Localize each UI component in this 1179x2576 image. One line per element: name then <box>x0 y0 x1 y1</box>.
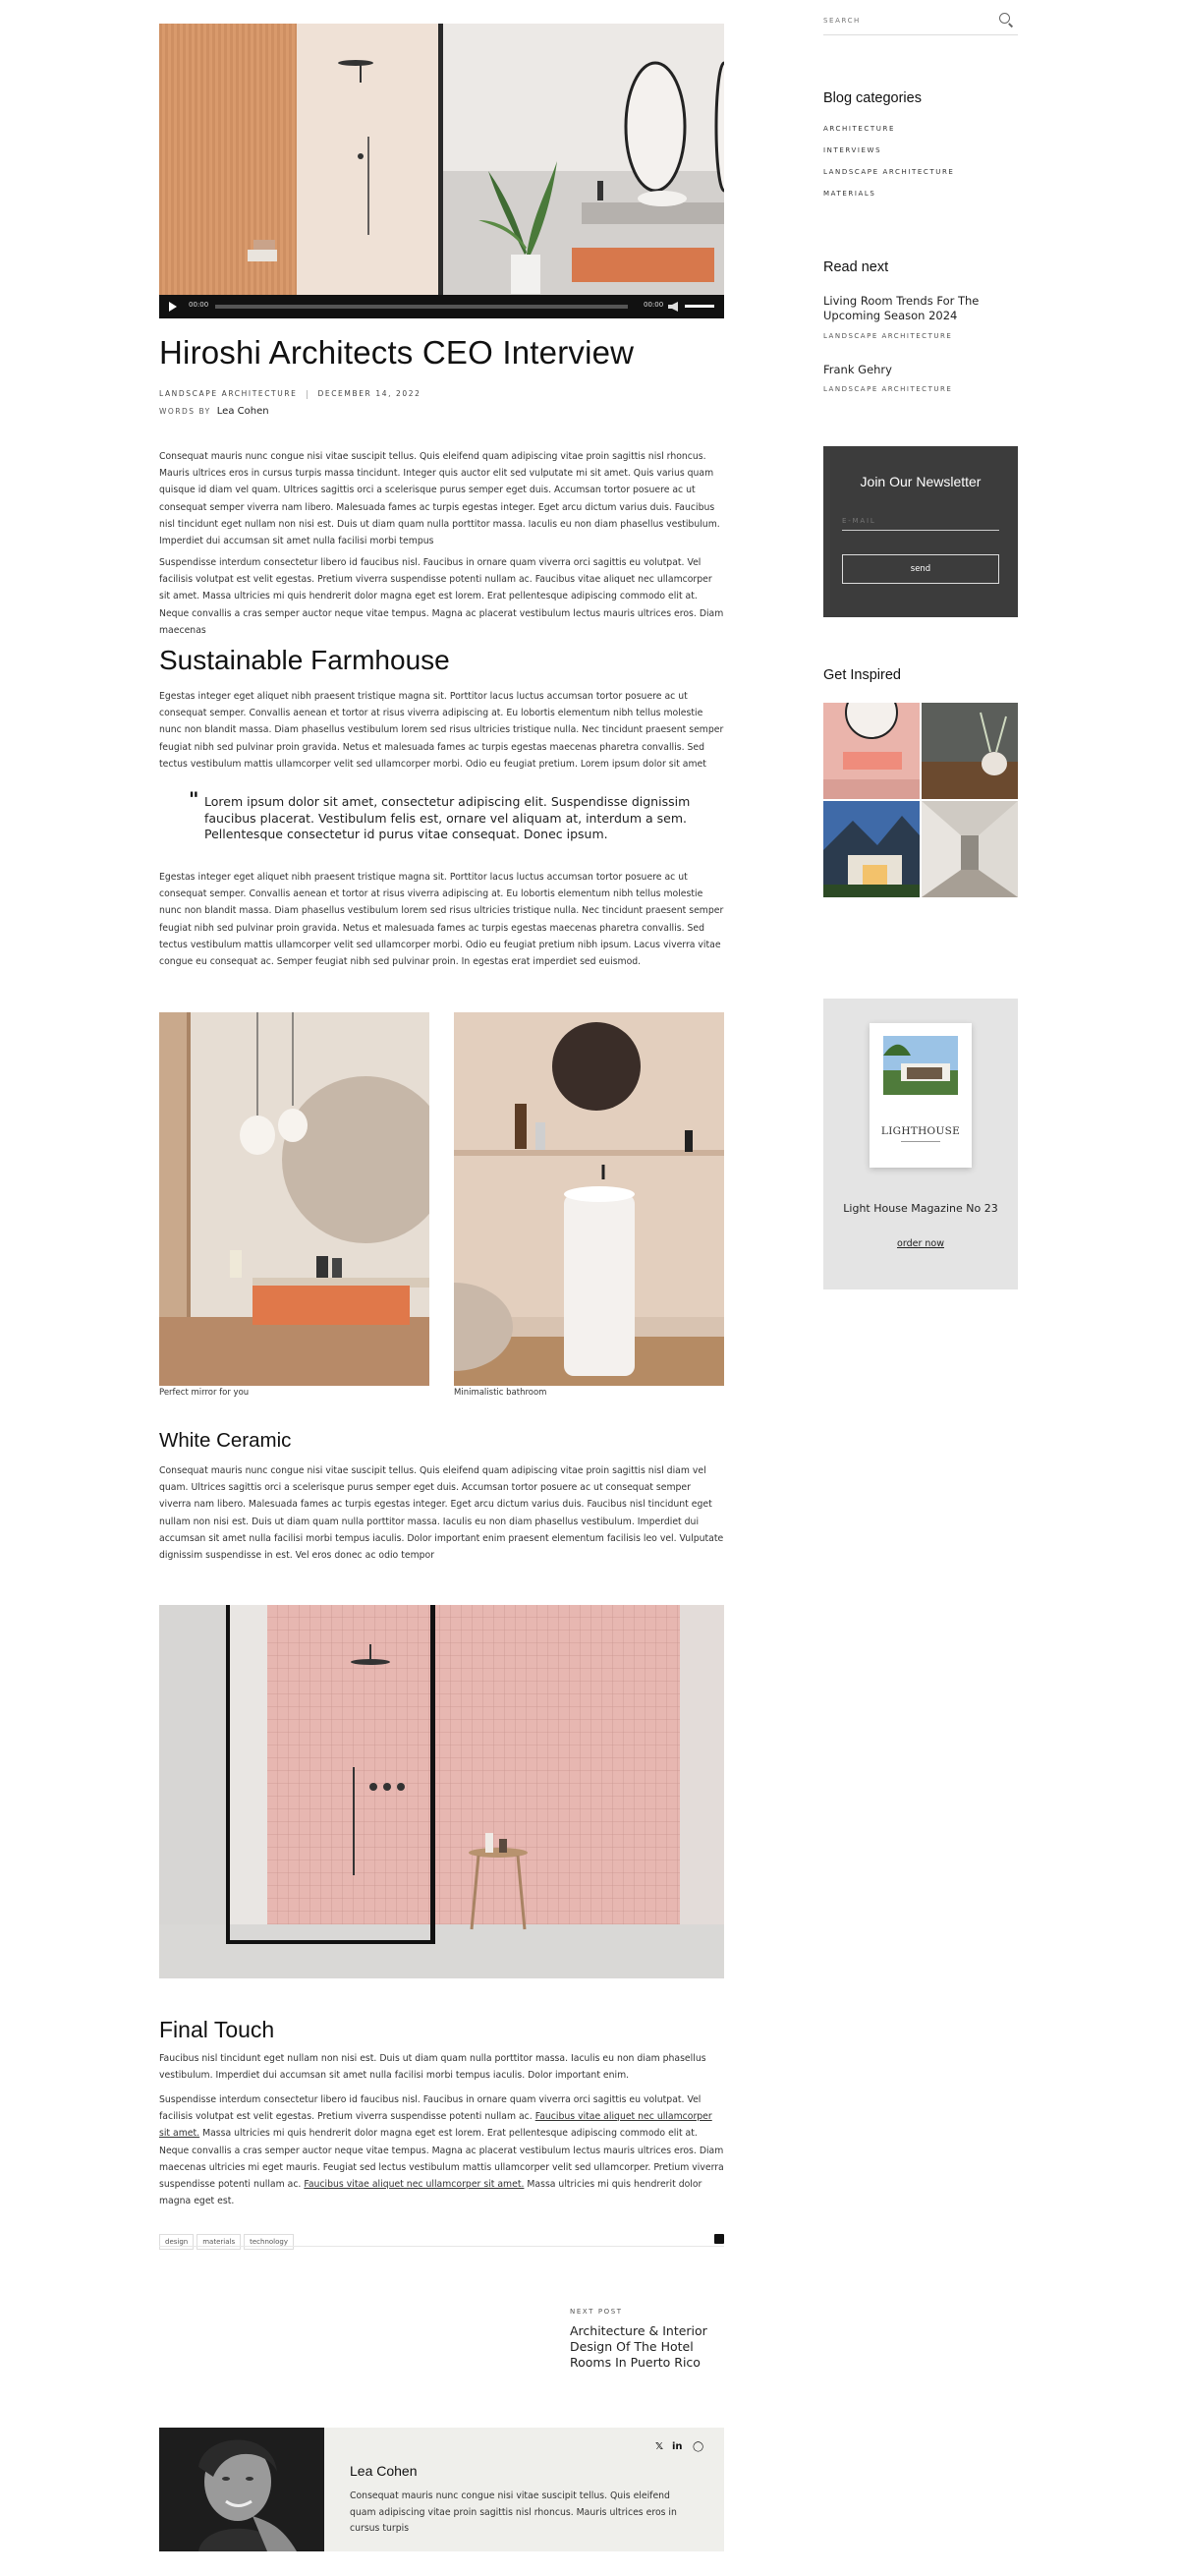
volume-slider[interactable] <box>685 305 714 308</box>
volume-icon[interactable] <box>668 302 678 312</box>
video-thumbnail <box>159 24 724 318</box>
linkedin-icon[interactable]: in <box>672 2441 683 2452</box>
paragraph-3: Egestas integer eget aliquet nibh praesent tristique magna sit. Porttitor lacus luctus accumsan tortor posuere ac ut consequat semper. Convallis aenean et tortor at risus viverra adipiscing at. Eu lobortis elementum nibh tellus molestie nunc non blandit massa. Diam phasellus vestibulum lorem sed risus ultricies tristique nulla. Nec tincidunt praesent semper feugiat nibh sed pulvinar proin gravida. Netus et malesuada fames ac turpis egestas maecenas pharetra convallis. Sed tectus vestibulum mattis ullamcorper velit sed ullamcorper morbi. Odio eu feugiat pretium. Lorem ipsum dolor sit amet <box>159 691 724 770</box>
author-name[interactable]: Lea Cohen <box>350 2463 418 2479</box>
search-input[interactable] <box>823 8 990 33</box>
author-bio: Consequat mauris nunc congue nisi vitae suscipit tellus. Quis eleifend quam adipiscing vitae proin sagittis nisl rhoncus. Mauris ultrices eros in cursus turpis <box>350 2490 677 2534</box>
category-architecture[interactable]: ARCHITECTURE <box>823 125 895 133</box>
video-current-time: 00:00 <box>189 301 209 309</box>
search-box <box>823 8 1018 35</box>
paragraph-2: Suspendisse interdum consectetur libero id faucibus nisl. Faucibus in ornare quam viverra orci sagittis eu volutpat. Vel facilisis volutpat est velit egestas. Pretium viverra suspendisse potenti nullam ac. Faucibus vitae aliquet nec ullamcorper sit amet. Massa ultricies mi quis hendrerit dolor magna eget est lorem. Erat pellentesque adipiscing commodo elit at. Neque convallis a cras semper auctor neque vitae tempus. Magna ac placerat vestibulum lectus mauris ultrices eros. Diam maecenas <box>159 557 724 636</box>
order-now-link[interactable] <box>823 1238 1018 1249</box>
get-inspired-title: Get Inspired <box>823 667 901 683</box>
inspiration-image-2[interactable] <box>922 703 1018 799</box>
next-post-link[interactable]: Architecture & Interior Design Of The Hotel Rooms In Puerto Rico <box>570 2323 707 2370</box>
author-box <box>159 2428 724 2551</box>
image-caption-right: Minimalistic bathroom <box>454 1388 547 1398</box>
paragraph-7 <box>159 2091 724 2209</box>
post-meta <box>159 389 421 399</box>
image-caption-left: Perfect mirror for you <box>159 1388 250 1398</box>
newsletter-box <box>823 446 1018 617</box>
image-mirror <box>159 1012 429 1386</box>
read-next-title: Read next <box>823 259 889 275</box>
blockquote <box>189 787 700 843</box>
quote-icon: " <box>189 787 199 811</box>
search-icon[interactable] <box>999 13 1010 24</box>
twitter-icon[interactable]: 𝕏 <box>655 2441 664 2452</box>
next-post-label: NEXT POST <box>570 2308 623 2316</box>
heading-white-ceramic: White Ceramic <box>159 1429 292 1452</box>
paragraph-6: Faucibus nisl tincidunt eget nullam non nisi est. Duis ut diam quam nulla porttitor massa. Iaculis eu non diam phasellus vestibulum. Imperdiet dui accumsan sit amet nulla facilisi morbi tempus iaculis. Dolor important enim. <box>159 2053 706 2082</box>
category-landscape-architecture[interactable]: LANDSCAPE ARCHITECTURE <box>823 168 955 176</box>
byline-label: WORDS BY <box>159 407 211 416</box>
inspiration-grid <box>823 703 1018 897</box>
inspiration-image-1[interactable] <box>823 703 920 799</box>
paragraph-1: Consequat mauris nunc congue nisi vitae suscipit tellus. Quis eleifend quam adipiscing vitae proin sagittis nisl rhoncus. Mauris ultrices eros in cursus turpis massa tincidunt. Integer quis auctor elit sed vulputate mi sit amet. Quis varius quam quisque id diam vel quam. Ultrices sagittis orci a scelerisque purus semper eget duis. Accumsan tortor posuere ac ut consequat semper viverra nam libero. Malesuada fames ac turpis egestas integer. Eget arcu dictum varius duis. Faucibus nisl tincidunt eget nullam non nisi est. Duis ut diam quam nulla porttitor massa. Iaculis eu non diam phasellus vestibulum. Imperdiet dui accumsan sit amet nulla facilisi morbi tempus <box>159 451 720 547</box>
paragraph-5: Consequat mauris nunc congue nisi vitae suscipit tellus. Quis eleifend quam adipiscing vitae proin sagittis nisl diam vel quam. Ultrices sagittis orci a scelerisque purus semper eget duis. Accumsan tortor posuere ac ut consequat semper viverra nam libero. Malesuada fames ac turpis egestas integer. Eget arcu dictum varius duis. Faucibus nisl tincidunt eget nullam non nisi est. Duis ut diam quam nulla porttitor massa. Iaculis eu non diam phasellus vestibulum. Imperdiet dui accumsan sit amet nulla facilisi morbi tempus iaculis. Dolor important enim praesent elementum facilisis leo vel. Vulputate dignissim suspendisse in est. Vel eros donec ac odio tempor <box>159 1465 724 1562</box>
post-category-link[interactable]: LANDSCAPE ARCHITECTURE <box>159 389 298 398</box>
instagram-icon[interactable]: ◯ <box>693 2441 704 2452</box>
post-date: DECEMBER 14, 2022 <box>317 389 421 398</box>
video-player[interactable] <box>159 24 724 318</box>
category-interviews[interactable]: INTERVIEWS <box>823 146 882 154</box>
heading-sustainable-farmhouse: Sustainable Farmhouse <box>159 645 450 675</box>
newsletter-title: Join Our Newsletter <box>860 474 982 489</box>
magazine-cover[interactable] <box>870 1023 972 1168</box>
paragraph-7-text-c: Massa ultricies mi quis hendrerit dolor magna eget est. <box>159 2179 702 2207</box>
author-avatar <box>159 2428 324 2551</box>
paragraph-7-text-b: Massa ultricies mi quis hendrerit dolor magna eget est lorem. Erat pellentesque adipiscing commodo elit at. Neque convallis a cras semper auctor neque vitae tempus. Magna ac placerat vestibulum lectus mauris ultrices eros. Diam maecenas ultricies mi eget mauris. Feugiat sed lectus vestibulum mattis ullamcorper velit sed ullamcorper. Pretium viverra suspendisse potenti nullam ac. <box>159 2128 724 2191</box>
category-materials[interactable]: MATERIALS <box>823 190 876 198</box>
tag-technology[interactable]: technology <box>244 2234 294 2250</box>
read-next-category-1[interactable]: LANDSCAPE ARCHITECTURE <box>823 332 953 340</box>
heading-final-touch: Final Touch <box>159 2017 275 2042</box>
share-icon[interactable] <box>714 2234 724 2244</box>
magazine-logo: LIGHTHOUSE <box>880 1125 961 1137</box>
video-controls <box>159 295 724 318</box>
post-byline <box>159 406 269 417</box>
inline-link-1[interactable]: Faucibus vitae aliquet nec ullamcorper sit amet. <box>159 2111 712 2140</box>
image-minimalistic-bathroom <box>454 1012 724 1386</box>
quote-text: Lorem ipsum dolor sit amet, consectetur adipiscing elit. Suspendisse dignissim faucibus placerat. Vestibulum felis est, ornare vel aliquam at, interdum a sem. Pellentesque consectetur id purus vitae consequat. Donec ipsum. <box>204 794 691 841</box>
magazine-title: Light House Magazine No 23 <box>843 1202 998 1215</box>
read-next-category-2[interactable]: LANDSCAPE ARCHITECTURE <box>823 385 953 393</box>
inspiration-image-3[interactable] <box>823 801 920 897</box>
order-now-label[interactable]: order now <box>897 1238 944 1249</box>
tags-divider <box>159 2246 724 2247</box>
image-pink-shower <box>159 1605 724 1978</box>
magazine-logo-rule <box>901 1141 940 1142</box>
tag-design[interactable]: design <box>159 2234 194 2250</box>
post-title: Hiroshi Architects CEO Interview <box>159 334 635 371</box>
read-next-link-2[interactable]: Frank Gehry <box>823 363 892 376</box>
read-next-link-1[interactable]: Living Room Trends For The Upcoming Season 2024 <box>823 294 980 322</box>
send-button[interactable]: send <box>842 554 999 584</box>
paragraph-4: Egestas integer eget aliquet nibh praesent tristique magna sit. Porttitor lacus luctus accumsan tortor posuere ac ut consequat semper. Convallis aenean et tortor at risus viverra adipiscing at. Eu lobortis elementum nibh tellus molestie nunc non blandit massa. Diam phasellus vestibulum lorem sed risus ultricies tristique nulla. Nec tincidunt praesent semper feugiat nibh sed pulvinar proin gravida. Netus et malesuada fames ac turpis egestas maecenas pharetra convallis. Sed tectus vestibulum mattis ullamcorper velit sed ullamcorper morbi. Odio eu feugiat pretium nibh ipsum. Lacus viverra vitae congue eu consequat ac. Semper feugiat nibh sed pulvinar proin. In egestas erat imperdiet sed euismod. <box>159 872 724 968</box>
video-total-time: 00:00 <box>644 301 664 309</box>
video-progress-bar[interactable] <box>215 305 628 309</box>
tag-materials[interactable]: materials <box>196 2234 241 2250</box>
magazine-cover-image <box>883 1036 958 1095</box>
magazine-promo <box>823 999 1018 1289</box>
byline-author-link[interactable]: Lea Cohen <box>216 406 269 417</box>
inspiration-image-4[interactable] <box>922 801 1018 897</box>
inline-link-2[interactable]: Faucibus vitae aliquet nec ullamcorper sit amet. <box>304 2179 525 2191</box>
play-icon[interactable] <box>169 302 177 312</box>
paragraph-7-text-a: Suspendisse interdum consectetur libero id faucibus nisl. Faucibus in ornare quam viverra orci sagittis eu volutpat. Vel facilisis volutpat est velit egestas. Pretium viverra suspendisse potenti nullam ac. <box>159 2094 702 2123</box>
categories-title: Blog categories <box>823 90 922 106</box>
email-field[interactable] <box>842 511 999 531</box>
meta-divider <box>307 390 308 399</box>
